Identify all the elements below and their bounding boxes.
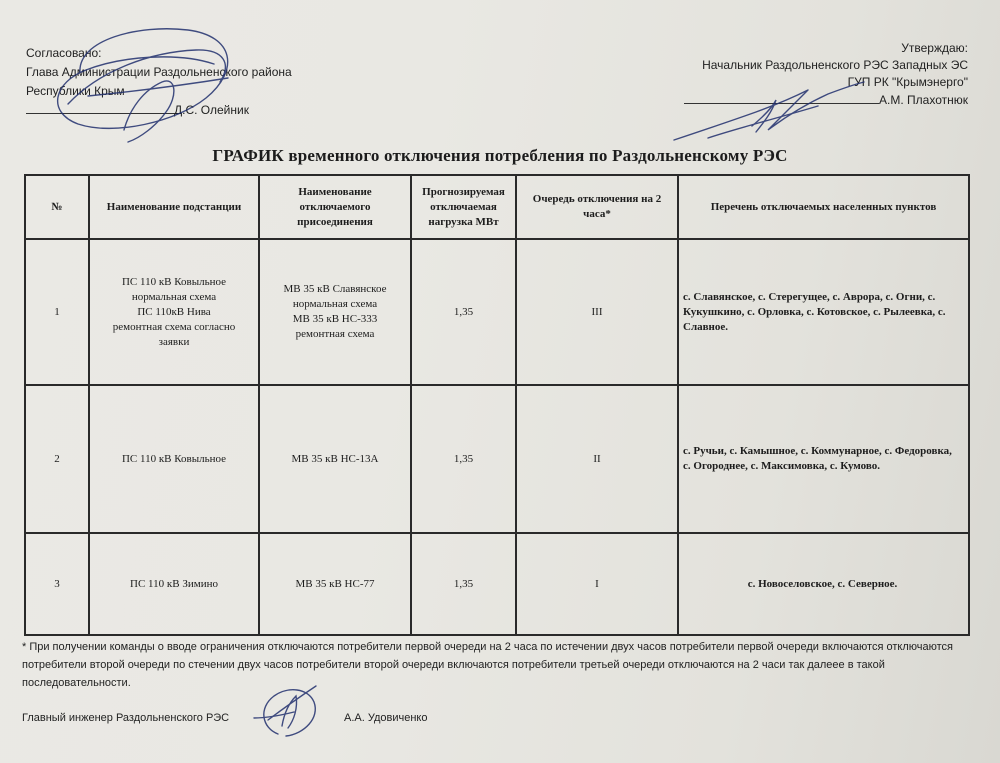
- connection-line: нормальная схема: [292, 298, 378, 310]
- substation-line: ПС 110 кВ Зимино: [130, 577, 218, 590]
- row-connection: [259, 385, 411, 533]
- approval-left-heading: Согласовано:: [26, 46, 102, 60]
- approval-left-signature-line: [26, 101, 292, 120]
- substation-line: заявки: [158, 335, 190, 348]
- connection-line: ремонтная схема: [295, 328, 375, 340]
- row-load: 1,35: [411, 239, 516, 385]
- chief-engineer-block: [22, 712, 522, 724]
- row-load: 1,35: [411, 533, 516, 635]
- chief-engineer-name: А.А. Удовиченко: [344, 712, 428, 724]
- row-load: 1,35: [411, 385, 516, 533]
- connection-line: МВ 35 кВ НС-333: [292, 313, 378, 325]
- approval-right-position: Начальник Раздольненского РЭС Западных ЭС: [702, 58, 968, 72]
- chief-engineer-title: Главный инженер Раздольненского РЭС: [22, 712, 230, 724]
- row-substation: [89, 385, 259, 533]
- table-row: [25, 385, 969, 533]
- approval-right-signature-line: [684, 91, 968, 109]
- row-queue: II: [516, 385, 678, 533]
- approval-right-block: [684, 40, 968, 109]
- approval-right-name: А.М. Плахотнюк: [879, 93, 968, 107]
- header-connection: Наименование отключаемого присоединения: [259, 175, 411, 239]
- signature-underline: [684, 91, 879, 104]
- header-number: №: [25, 175, 89, 239]
- approval-right-company: ГУП РК "Крымэнерго": [847, 75, 968, 89]
- substation-line: ремонтная схема согласно: [112, 320, 236, 333]
- row-number: 1: [25, 239, 89, 385]
- substation-line: нормальная схема: [131, 290, 217, 303]
- approval-left-name: Д.С. Олейник: [174, 103, 249, 117]
- header-substation: Наименование подстанции: [89, 175, 259, 239]
- connection-line: МВ 35 кВ Славянское: [283, 283, 387, 295]
- approval-right-heading: Утверждаю:: [901, 41, 968, 55]
- row-connection: [259, 533, 411, 635]
- row-substation: [89, 533, 259, 635]
- row-queue: III: [516, 239, 678, 385]
- header-queue: Очередь отключения на 2 часа*: [516, 175, 678, 239]
- row-number: 2: [25, 385, 89, 533]
- table-row: [25, 239, 969, 385]
- row-substation: [89, 239, 259, 385]
- substation-line: ПС 110 кВ Ковыльное: [121, 275, 227, 288]
- row-number: 3: [25, 533, 89, 635]
- table-row: [25, 533, 969, 635]
- row-settlements: с. Новоселовское, с. Северное.: [678, 533, 969, 635]
- connection-line: МВ 35 кВ НС-77: [295, 577, 375, 590]
- row-queue: I: [516, 533, 678, 635]
- row-connection: [259, 239, 411, 385]
- signature-underline: [26, 101, 174, 114]
- table-header-row: [25, 175, 969, 239]
- approval-left-block: [26, 44, 292, 120]
- outage-schedule-table: [24, 174, 970, 636]
- header-load: Прогнозируемая отключаемая нагрузка МВт: [411, 175, 516, 239]
- row-settlements: с. Славянское, с. Стерегущее, с. Аврора, с. Огни, с. Кукушкино, с. Орловка, с. Котовское, с. Рылеевка, с. Славное.: [678, 239, 969, 385]
- substation-line: ПС 110кВ Нива: [137, 305, 211, 318]
- approval-left-region: Республики Крым: [26, 84, 125, 98]
- connection-line: МВ 35 кВ НС-13А: [291, 452, 379, 465]
- approval-left-position: Глава Администрации Раздольненского района: [26, 65, 292, 79]
- header-settlements: Перечень отключаемых населенных пунктов: [678, 175, 969, 239]
- footnote: * При получении команды о вводе ограничения отключаются потребители первой очереди на 2 часа по истечении двух часов потребители первой очереди включаются отключаются потребители второй очереди по стечении двух часов потребители второй очереди включаются потребители третьей очереди отключаются на 2 часи так далеее в такой последовательности.: [22, 641, 953, 689]
- substation-line: ПС 110 кВ Ковыльное: [121, 452, 227, 465]
- document-title: ГРАФИК временного отключения потребления по Раздольненскому РЭС: [212, 146, 788, 165]
- row-settlements: с. Ручьи, с. Камышное, с. Коммунарное, с. Федоровка, с. Огороднее, с. Максимовка, с. Кумово.: [678, 385, 969, 533]
